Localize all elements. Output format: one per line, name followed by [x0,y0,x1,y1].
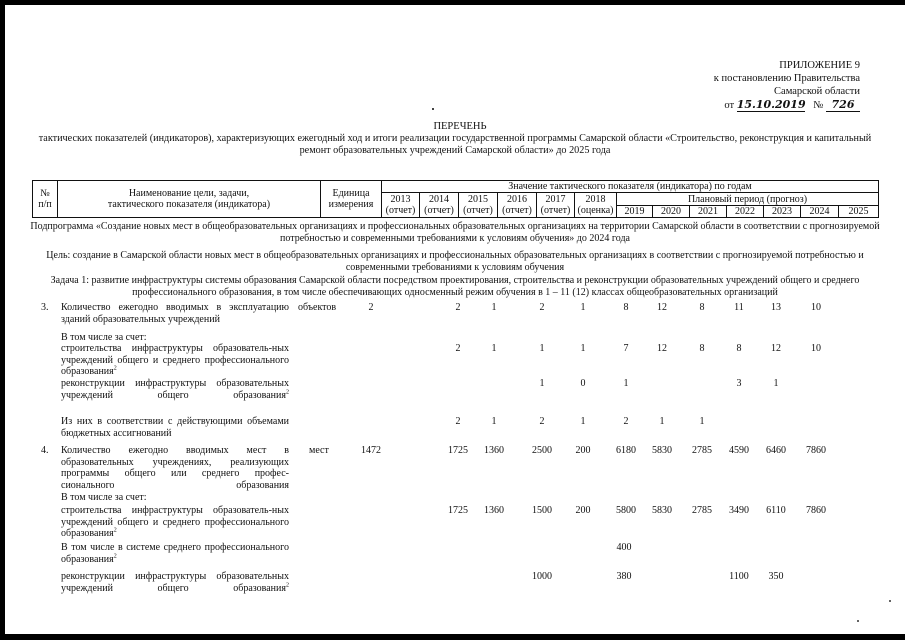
date-prefix: от [724,100,735,111]
scan-speck [857,620,859,622]
row-3a-value-2018: 1 [580,343,586,354]
row-4c-value-2019: 380 [616,571,632,582]
row-3b-value-2018: 0 [580,378,586,389]
row-3b-value-2022: 3 [736,378,742,389]
year-2025-header: 2025 [839,206,879,218]
year-2022-header: 2022 [727,206,764,218]
col-unit-header: Единица измерения [321,181,382,218]
row-3-value-2022: 11 [734,302,744,313]
row-3a-value-2015: 2 [455,343,461,354]
row-3-value-2018: 1 [580,302,586,313]
row-3-unit: объектов [298,302,337,313]
row-4-value-2018: 200 [575,445,591,456]
document-title: ПЕРЕЧЕНЬ [433,121,487,132]
year-2017-header: 2017 (отчет) [537,193,575,218]
appendix-line3: Самарской области [774,86,860,97]
row-4a-value-2024: 7860 [806,505,826,516]
row-4-value-2019: 6180 [616,445,636,456]
row-3c-value-2016: 1 [491,416,497,427]
row-4a-value-2015: 1725 [448,505,468,516]
row-3-including-label: В том числе за счет: [61,332,147,343]
row-3-value-2015: 2 [455,302,461,313]
row-4a-value-2023: 6110 [766,505,786,516]
year-2013-header: 2013 (отчет) [382,193,420,218]
col-name-header: Наименование цели, задачи, тактического показателя (индикатора) [58,181,321,218]
row-4-value-2017: 2500 [532,445,552,456]
scan-border-top [0,0,905,5]
goal-heading: Цель: создание в Самарской области новых мест в общеобразовательных организациях и профессиональных образовательных организациях в соответствии с прогнозируемой потребностью и современными требованиями к условиям обучения [46,250,864,273]
row-4-value-2013: 1472 [361,445,381,456]
row-3a-value-2017: 1 [539,343,545,354]
row-3c-value-2015: 2 [455,416,461,427]
row-4-unit: мест [309,445,329,456]
scan-border-bottom [0,634,905,640]
row-3-name: Количество ежегодно вводимых в эксплуатацию зданий образовательных учреждений [61,302,289,325]
row-4a-name: строительства инфраструктуры образователь-ных учреждений общего и среднего профессионального образования$^2$ [61,505,289,539]
year-2016-header: 2016 (отчет) [498,193,537,218]
row-4c-value-2023: 350 [768,571,784,582]
scan-speck [889,600,891,602]
year-2014-header: 2014 (отчет) [420,193,459,218]
row-4a-value-2021: 2785 [692,505,712,516]
year-2020-header: 2020 [653,206,690,218]
row-4-value-2021: 2785 [692,445,712,456]
appendix-line2: к постановлению Правительства [713,73,860,84]
row-4-name: Количество ежегодно вводимых мест в образовательных учреждениях, реализующих программы общего или среднего профес-сионального образования [61,445,289,491]
year-2024-header: 2024 [801,206,839,218]
row-3a-name: строительства инфраструктуры образователь-ных учреждений общего и среднего профессионального образования$^2$ [61,343,289,377]
row-3-value-2019: 8 [623,302,629,313]
scan-speck [432,108,434,110]
row-4a-value-2016: 1360 [484,505,504,516]
row-3c-value-2021: 1 [699,416,705,427]
row-4c-value-2017: 1000 [532,571,552,582]
row-4a-value-2018: 200 [575,505,591,516]
handwritten-date: 15.10.2019 [736,98,806,111]
row-4c-name: реконструкции инфраструктуры образовательных учреждений общего образования$^2$ [61,571,289,594]
year-2021-header: 2021 [690,206,727,218]
plan-period-header: Плановый период (прогноз) [617,193,879,206]
row-3c-value-2017: 2 [539,416,545,427]
row-3a-value-2022: 8 [736,343,742,354]
subprogram-heading: Подпрограмма «Создание новых мест в общеобразовательных организациях и профессиональных образовательных организациях на территории Самарской области в соответствии с прогнозируемой потребностью и современными требованиями к условиям обучения» до 2024 года [30,221,880,244]
col-values-header: Значение тактического показателя (индикатора) по годам [382,181,879,193]
row-3a-value-2023: 12 [771,343,781,354]
appendix-line1: ПРИЛОЖЕНИЕ 9 [779,60,860,71]
row-3c-value-2020: 1 [659,416,665,427]
row-4-value-2015: 1725 [448,445,468,456]
row-4b-value-2019: 400 [616,542,632,553]
handwritten-number: 726 [826,98,860,112]
row-3c-name: Из них в соответствии с действующими объемами бюджетных ассигнований [61,416,289,439]
row-4a-value-2022: 3490 [729,505,749,516]
row-4-value-2020: 5830 [652,445,672,456]
appendix-header [640,59,860,112]
col-number-header: № п/п [33,181,58,218]
row-3c-value-2019: 2 [623,416,629,427]
row-3b-value-2017: 1 [539,378,545,389]
row-3a-value-2024: 10 [811,343,821,354]
row-4-value-2022: 4590 [729,445,749,456]
row-4c-value-2022: 1100 [729,571,749,582]
year-2018-header: 2018 (оценка) [575,193,617,218]
row-3a-value-2016: 1 [491,343,497,354]
number-prefix: № [813,100,824,111]
year-2015-header: 2015 (отчет) [459,193,498,218]
row-3-value-2024: 10 [811,302,821,313]
row-3-value-2016: 1 [491,302,497,313]
row-3-value-2013: 2 [368,302,374,313]
row-4-value-2023: 6460 [766,445,786,456]
row-4a-value-2019: 5800 [616,505,636,516]
row-number: 3. [41,302,49,313]
row-3b-name: реконструкции инфраструктуры образовательных учреждений общего образования$^2$ [61,378,289,401]
row-3-value-2020: 12 [657,302,667,313]
row-4a-value-2017: 1500 [532,505,552,516]
scan-border-left [0,0,5,640]
row-3b-value-2023: 1 [773,378,779,389]
row-4-including-label: В том числе за счет: [61,492,147,503]
year-2019-header: 2019 [617,206,653,218]
row-3-value-2017: 2 [539,302,545,313]
row-4a-value-2020: 5830 [652,505,672,516]
indicator-table-header [32,180,879,218]
row-3a-value-2021: 8 [699,343,705,354]
row-4b-name: В том числе в системе среднего профессионального образования$^2$ [61,542,289,565]
row-number: 4. [41,445,49,456]
row-4-value-2016: 1360 [484,445,504,456]
row-4-value-2024: 7860 [806,445,826,456]
row-3a-value-2019: 7 [623,343,629,354]
row-3-value-2023: 13 [771,302,781,313]
year-2023-header: 2023 [764,206,801,218]
appendix-date-line [640,98,860,112]
row-3a-value-2020: 12 [657,343,667,354]
task-heading: Задача 1: развитие инфраструктуры системы образования Самарской области посредством проектирования, строительства и реконструкции образовательных учреждений общего и среднего профессионального образования, в том числе обеспечивающих односменный режим обучения в 1 – 11 (12) классах общеобразовательных организаций [50,275,860,298]
document-subtitle: тактических показателей (индикаторов), характеризующих ежегодный ход и итоги реализации государственной программы Самарской области «Строительство, реконструкция и капитальный ремонт образовательных учреждений Самарской области» до 2025 года [38,133,872,156]
row-3b-value-2019: 1 [623,378,629,389]
row-3c-value-2018: 1 [580,416,586,427]
row-3-value-2021: 8 [699,302,705,313]
